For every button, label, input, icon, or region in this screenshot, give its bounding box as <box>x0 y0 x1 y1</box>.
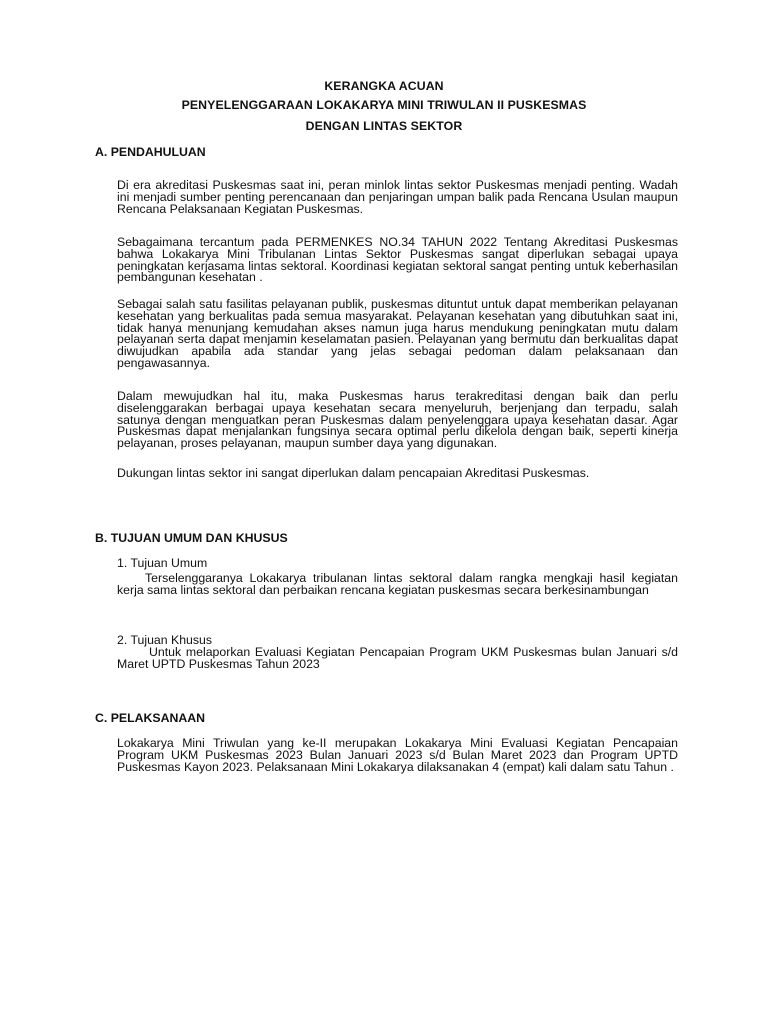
section-a-heading: A. PENDAHULUAN <box>95 145 206 159</box>
section-a-paragraph-1: Di era akreditasi Puskesmas saat ini, peran minlok lintas sektor Puskesmas menjadi penting. Wadah ini menjadi sumber penting perencanaan dan penjaringan umpan balik pada Rencana Usulan maupun Rencana Pelaksanaan Kegiatan Puskesmas. <box>117 178 678 216</box>
section-a-paragraph-5: Dukungan lintas sektor ini sangat diperlukan dalam pencapaian Akreditasi Puskesmas. <box>117 466 590 480</box>
tujuan-umum-title: 1. Tujuan Umum <box>117 556 208 570</box>
section-c-paragraph-1: Lokakarya Mini Triwulan yang ke-II merupakan Lokakarya Mini Evaluasi Kegiatan Pencapaian Program UKM Puskesmas 2023 Bulan Januari 2023 s/d Bulan Maret 2023 dan Program UPTD Puskesmas Kayon 2023. Pelaksanaan Mini Lokakarya dilaksanakan 4 (empat) kali dalam satu Tahun . <box>117 736 678 774</box>
title-line-2: PENYELENGGARAAN LOKAKARYA MINI TRIWULAN II PUSKESMAS <box>181 98 587 112</box>
title-line-3: DENGAN LINTAS SEKTOR <box>305 119 463 133</box>
section-a-paragraph-2: Sebagaimana tercantum pada PERMENKES NO.34 TAHUN 2022 Tentang Akreditasi Puskesmas bahwa Lokakarya Mini Tribulanan Lintas Sektor Puskesmas sangat diperlukan sebagai upaya peningkatan kerjasama lintas sektoral. Koordinasi kegiatan sektoral sangat penting untuk keberhasilan pembangunan kesehatan . <box>117 235 678 285</box>
tujuan-khusus-title: 2. Tujuan Khusus <box>117 633 213 647</box>
title-line-1: KERANGKA ACUAN <box>324 79 444 93</box>
section-a-paragraph-3: Sebagai salah satu fasilitas pelayanan publik, puskesmas dituntut untuk dapat memberikan pelayanan kesehatan yang berkualitas pada semua masyarakat. Pelayanan kesehatan yang dibutuhkan saat ini, tidak hanya menunjang kemudahan akses namun juga harus mendukung peningkatan mutu dalam pelayanan serta dapat menjamin keselamatan pasien. Pelayanan yang bermutu dan berkualitas dapat diwujudkan apabila ada standar yang jelas sebagai pedoman dalam pelaksanaan dan pengawasannya. <box>117 297 678 370</box>
tujuan-umum-text: Terselenggaranya Lokakarya tribulanan lintas sektoral dalam rangka mengkaji hasil kegiatan kerja sama lintas sektoral dan perbaikan rencana kegiatan puskesmas secara berkesinambungan <box>117 571 678 597</box>
section-c-heading: C. PELAKSANAAN <box>95 711 205 725</box>
section-b-heading: B. TUJUAN UMUM DAN KHUSUS <box>95 531 288 545</box>
section-a-paragraph-4: Dalam mewujudkan hal itu, maka Puskesmas harus terakreditasi dengan baik dan perlu diselenggarakan berbagai upaya kesehatan secara menyeluruh, berjenjang dan terpadu, salah satunya dengan menguatkan peran Puskesmas dalam penyelenggara upaya kesehatan dasar. Agar Puskesmas dapat menjalankan fungsinya secara optimal perlu dikelola dengan baik, seperti kinerja pelayanan, proses pelayanan, maupun sumber daya yang digunakan. <box>117 389 678 451</box>
tujuan-khusus-text: Untuk melaporkan Evaluasi Kegiatan Pencapaian Program UKM Puskesmas bulan Januari s/d Maret UPTD Puskesmas Tahun 2023 <box>117 645 678 671</box>
